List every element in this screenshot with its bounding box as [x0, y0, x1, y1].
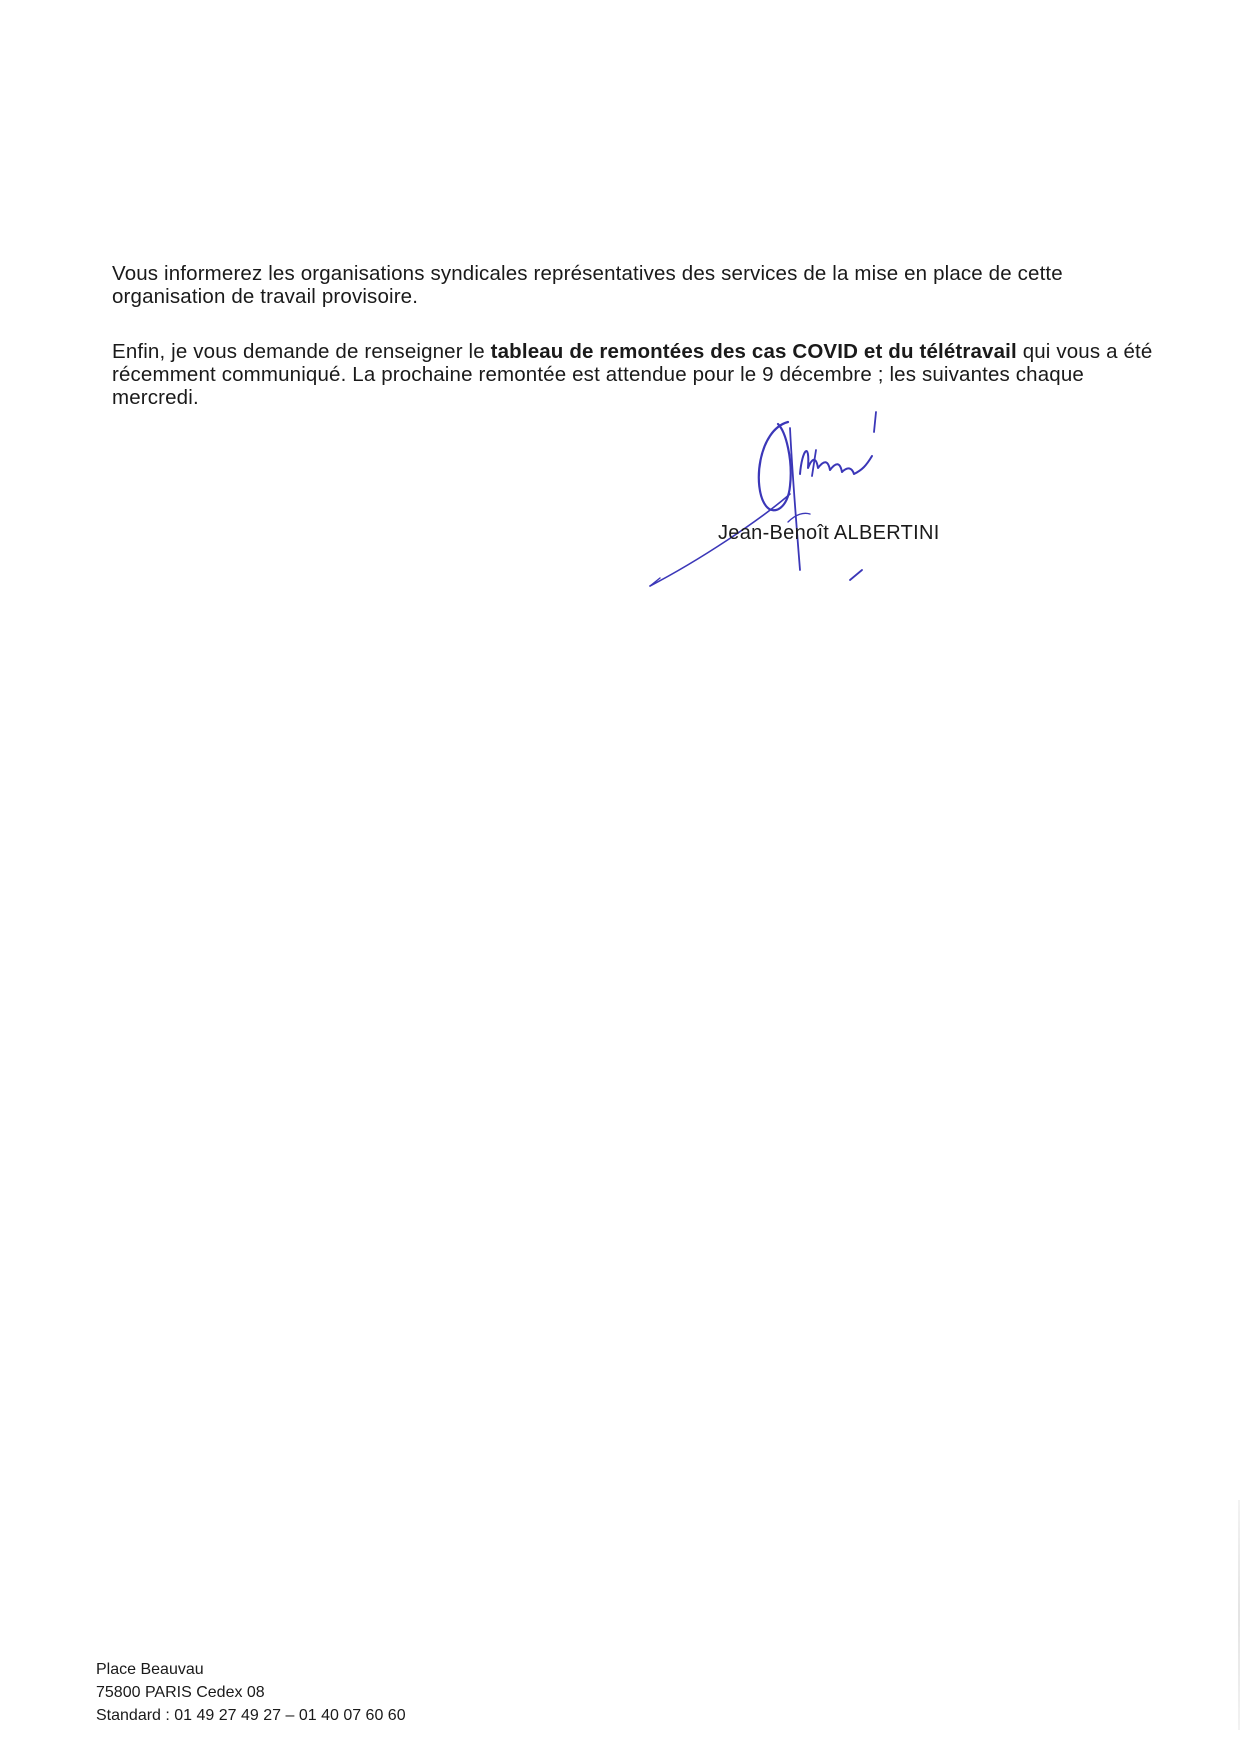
address-footer [96, 1658, 406, 1727]
footer-address-city: 75800 PARIS Cedex 08 [96, 1684, 265, 1701]
paragraph-text-end: qui vous a été récemment communiqué. La prochaine remontée est attendue pour le 9 décembre ; les suivantes chaque mercredi. [112, 340, 1153, 409]
signature-block [640, 410, 970, 600]
reporting-table-title: tableau de remontées des cas COVID et du télétravail [490, 340, 1017, 363]
signature-dash-stroke [850, 570, 862, 580]
paragraph-reporting-request [112, 340, 1157, 409]
signature-vertical-stroke [790, 428, 800, 570]
paragraph-text-start: Enfin, je vous demande de renseigner le [112, 340, 491, 363]
paragraph-unions-notice: Vous informerez les organisations syndicales représentatives des services de la mise en place de cette organisation de travail provisoire. [112, 262, 1063, 308]
letter-body [112, 262, 1157, 409]
footer-phone-numbers: Standard : 01 49 27 49 27 – 01 40 07 60 60 [96, 1707, 406, 1724]
signatory-name: Jean-Benoît ALBERTINI [718, 522, 940, 544]
footer-address-street: Place Beauvau [96, 1661, 204, 1678]
signature-tick-stroke [874, 412, 876, 432]
handwritten-signature [640, 410, 970, 600]
signature-cursive-stroke [800, 451, 872, 474]
